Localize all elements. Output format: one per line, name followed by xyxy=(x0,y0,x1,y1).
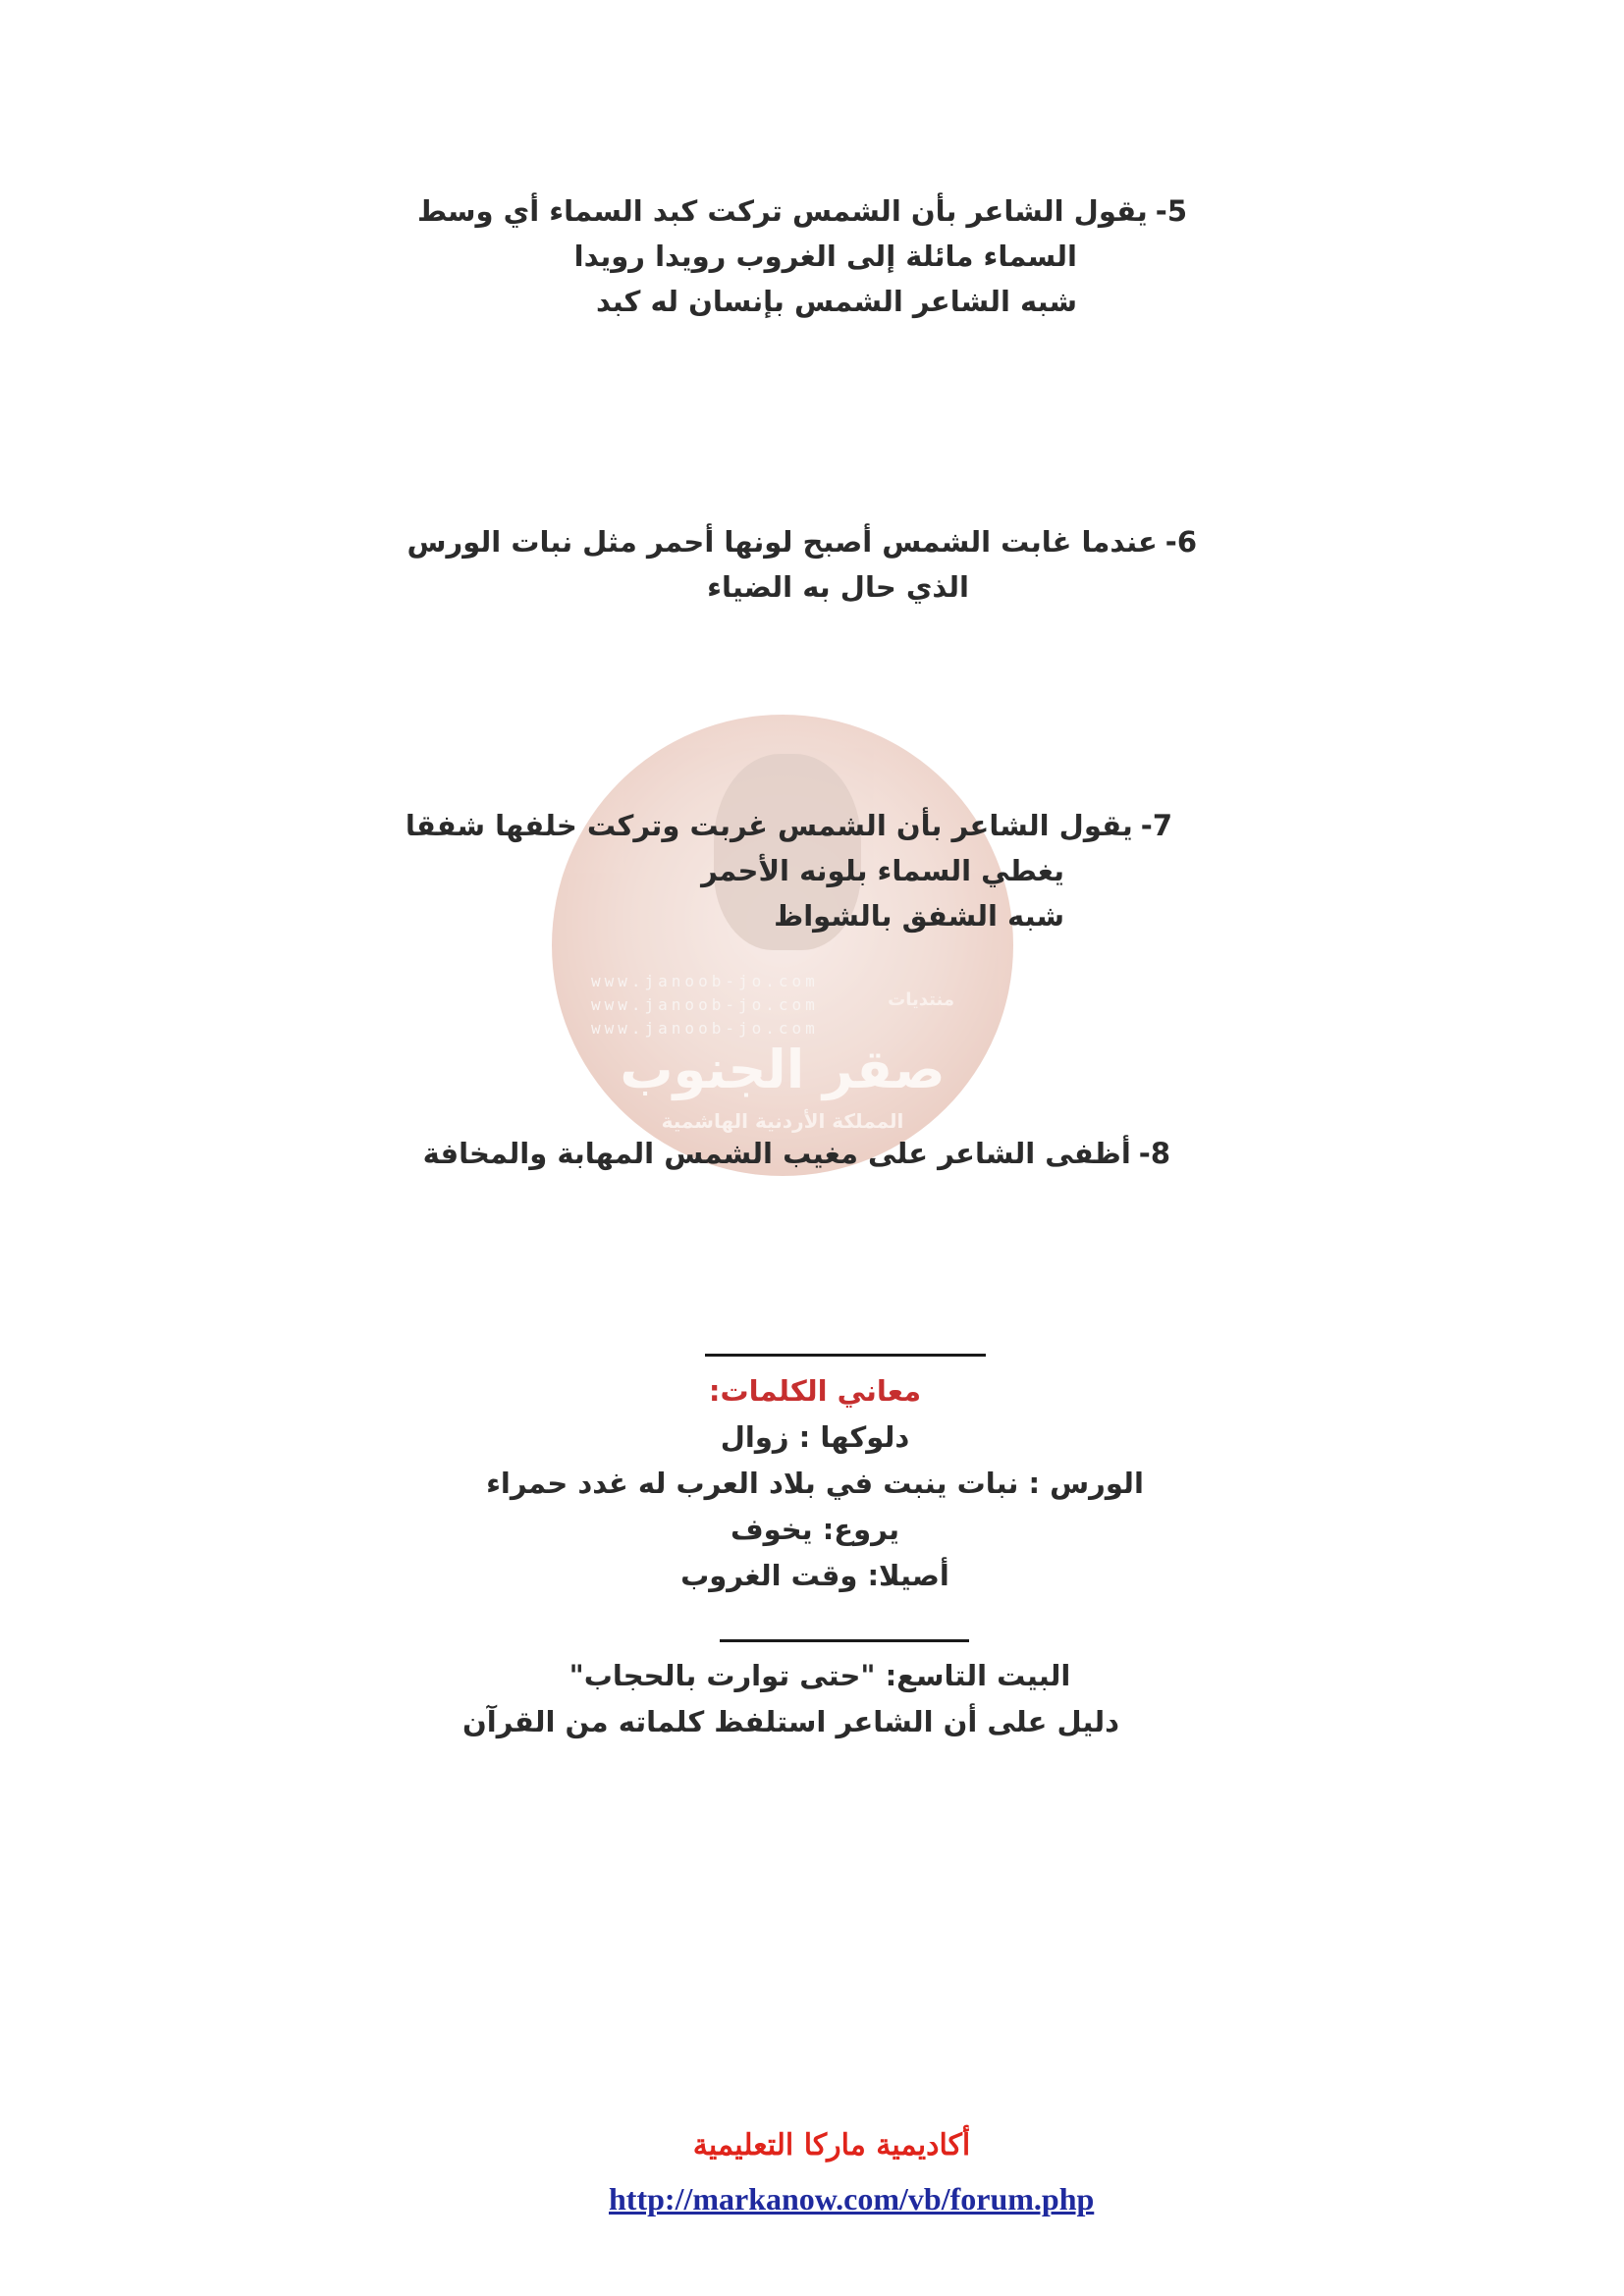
ninth-verse-line: دليل على أن الشاعر استلفظ كلماته من القرآن xyxy=(462,1705,1119,1738)
item-line: 6-عندما غابت الشمس أصبح لونها أحمر مثل نبات الورس xyxy=(406,525,1197,559)
vocabulary-entry: أصيلا: وقت الغروب xyxy=(680,1559,949,1592)
vocabulary-section xyxy=(471,1368,1159,1599)
footer-academy-name: أكاديمية ماركا التعليمية xyxy=(692,2128,971,2163)
ninth-verse-line: البيت التاسع: "حتى توارت بالحجاب" xyxy=(568,1659,1071,1692)
item-line: يغطي السماء بلونه الأحمر xyxy=(701,854,1064,887)
item-number: 7- xyxy=(1140,809,1172,842)
item-5 xyxy=(417,188,1187,324)
item-8 xyxy=(423,1131,1170,1176)
item-number: 5- xyxy=(1155,194,1187,228)
item-7 xyxy=(406,803,1172,938)
item-line: 7-يقول الشاعر بأن الشمس غربت وتركت خلفها شفقا xyxy=(405,809,1172,842)
item-line: السماء مائلة إلى الغروب رويدا رويدا xyxy=(573,240,1077,273)
item-line: 5-يقول الشاعر بأن الشمس تركت كبد السماء أي وسط xyxy=(416,194,1187,228)
item-line: شبه الشفق بالشواظ xyxy=(774,899,1064,933)
item-line: الذي حال به الضياء xyxy=(707,570,969,604)
watermark-web-line: www.janoob-jo.com xyxy=(591,995,819,1014)
ninth-verse-note xyxy=(462,1653,1119,1745)
item-line: شبه الشاعر الشمس بإنسان له كبد xyxy=(595,285,1077,318)
vocabulary-entry: الورس : نبات ينبت في بلاد العرب له غدد حمراء xyxy=(486,1467,1144,1500)
item-6 xyxy=(407,519,1198,610)
item-number: 8- xyxy=(1138,1137,1170,1170)
watermark-top-label: منتديات xyxy=(888,989,954,1010)
watermark-name: صقر الجنوب xyxy=(620,1039,946,1100)
footer-forum-link[interactable]: http://markanow.com/vb/forum.php xyxy=(609,2181,1095,2216)
watermark-logo xyxy=(552,715,1013,1176)
vocabulary-heading: معاني الكلمات: xyxy=(708,1374,922,1408)
divider xyxy=(705,1354,986,1357)
divider xyxy=(720,1639,969,1642)
item-line: 8-أظفى الشاعر على مغيب الشمس المهابة والمخافة xyxy=(422,1137,1170,1170)
vocabulary-entry: دلوكها : زوال xyxy=(720,1420,910,1454)
watermark-subtitle: المملكة الأردنية الهاشمية xyxy=(661,1109,904,1133)
watermark-web-line: www.janoob-jo.com xyxy=(591,972,819,990)
vocabulary-entry: يروع: يخوف xyxy=(730,1513,900,1546)
item-number: 6- xyxy=(1164,525,1197,559)
watermark-web-line: www.janoob-jo.com xyxy=(591,1019,819,1038)
